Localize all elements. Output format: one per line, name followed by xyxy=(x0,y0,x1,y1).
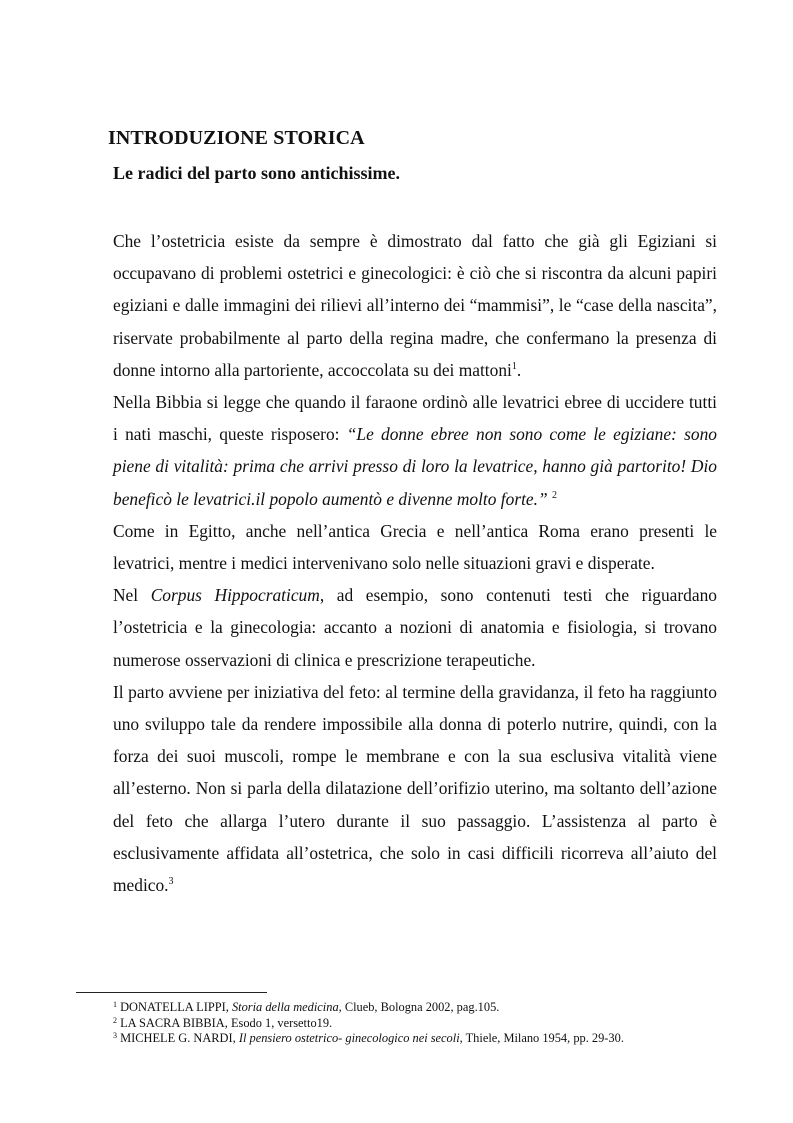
footnote-text-after: Clueb, Bologna 2002, pag.105. xyxy=(341,1000,500,1014)
footnote-3 xyxy=(113,1031,733,1047)
bible-quote: “Le donne ebree non sono come le egiziane: sono piene di vitalità: prima che arrivi presso di loro la levatrice, hanno già partorito! Dio beneficò le levatrici.il popolo aumentò e divenne molto forte.” xyxy=(113,424,717,509)
footnotes xyxy=(113,1000,733,1047)
paragraph-egypt-text: Che l’ostetricia esiste da sempre è dimostrato dal fatto che già gli Egiziani si occupavano di problemi ostetrici e ginecologici: è ciò che si riscontra da alcuni papiri egiziani e dalle immagini dei rilievi all’interno dei “mammisi”, le “case della nascita”, riservate probabilmente al parto della regina madre, che confermano la presenza di donne intorno alla partoriente, accoccolata su dei mattoni xyxy=(113,231,717,380)
footnote-2 xyxy=(113,1016,733,1032)
footnote-ref-3[interactable]: 3 xyxy=(168,876,174,888)
footnote-book-title: Il pensiero ostetrico- ginecologico nei secoli xyxy=(238,1031,460,1045)
paragraph-bible xyxy=(113,386,717,515)
footnote-ref-2[interactable]: 2 xyxy=(552,489,558,501)
paragraph-corpus-after: , ad esempio, sono contenuti testi che riguardano l’ostetricia e la ginecologia: accanto a nozioni di anatomia e fisiologia, si trovano numerose osservazioni di clinica e prescrizione terapeutiche. xyxy=(113,585,717,670)
footnote-ref-1[interactable]: 1 xyxy=(511,360,517,372)
paragraph-greece-rome: Come in Egitto, anche nell’antica Grecia e nell’antica Roma erano presenti le levatrici, mentre i medici intervenivano solo nelle situazioni gravi e disperate. xyxy=(113,520,717,574)
footnote-text: MICHELE G. NARDI, xyxy=(117,1031,239,1045)
footnote-number: 2 xyxy=(113,1015,117,1025)
footnote-number: 1 xyxy=(113,1000,117,1009)
body-text xyxy=(113,225,717,901)
footnote-number: 3 xyxy=(113,1031,117,1040)
paragraph-egypt-end: . xyxy=(516,359,522,380)
footnote-text: LA SACRA BIBBIA, Esodo 1, versetto19. xyxy=(117,1015,333,1030)
paragraph-birth-text: Il parto avviene per iniziativa del feto: al termine della gravidanza, il feto ha raggiunto uno sviluppo tale da rendere impossibile alla donna di poterlo nutrire, quindi, con la forza dei suoi muscoli, rompe le membrane e con la sua esclusiva vitalità viene all’esterno. Non si parla della dilatazione dell’orifizio uterino, ma soltanto dell’azione del feto che allarga l’utero durante il suo passaggio. L’assistenza al parto è esclusivamente affidata all’ostetrica, che solo in casi difficili ricorreva all’aiuto del medico. xyxy=(113,681,717,896)
footnote-text-after: , Thiele, Milano 1954, pp. 29-30. xyxy=(459,1031,624,1045)
paragraph-bible-text: Nella Bibbia si legge che quando il faraone ordinò alle levatrici ebree di uccidere tutti i nati maschi, queste risposero: xyxy=(113,392,717,445)
paragraph-corpus xyxy=(113,579,717,676)
footnote-separator xyxy=(76,992,267,993)
paragraph-egypt xyxy=(113,225,717,386)
paragraph-corpus-before: Nel xyxy=(113,585,151,606)
paragraph-birth xyxy=(113,676,717,901)
footnote-1 xyxy=(113,1000,733,1016)
corpus-title: Corpus Hippocraticum xyxy=(150,585,320,606)
footnote-book-title: Storia della medicina, xyxy=(231,1000,342,1014)
footnote-text: DONATELLA LIPPI, xyxy=(117,1000,232,1014)
section-subtitle: Le radici del parto sono antichissime. xyxy=(113,163,400,183)
section-title: INTRODUZIONE STORICA xyxy=(108,127,365,149)
